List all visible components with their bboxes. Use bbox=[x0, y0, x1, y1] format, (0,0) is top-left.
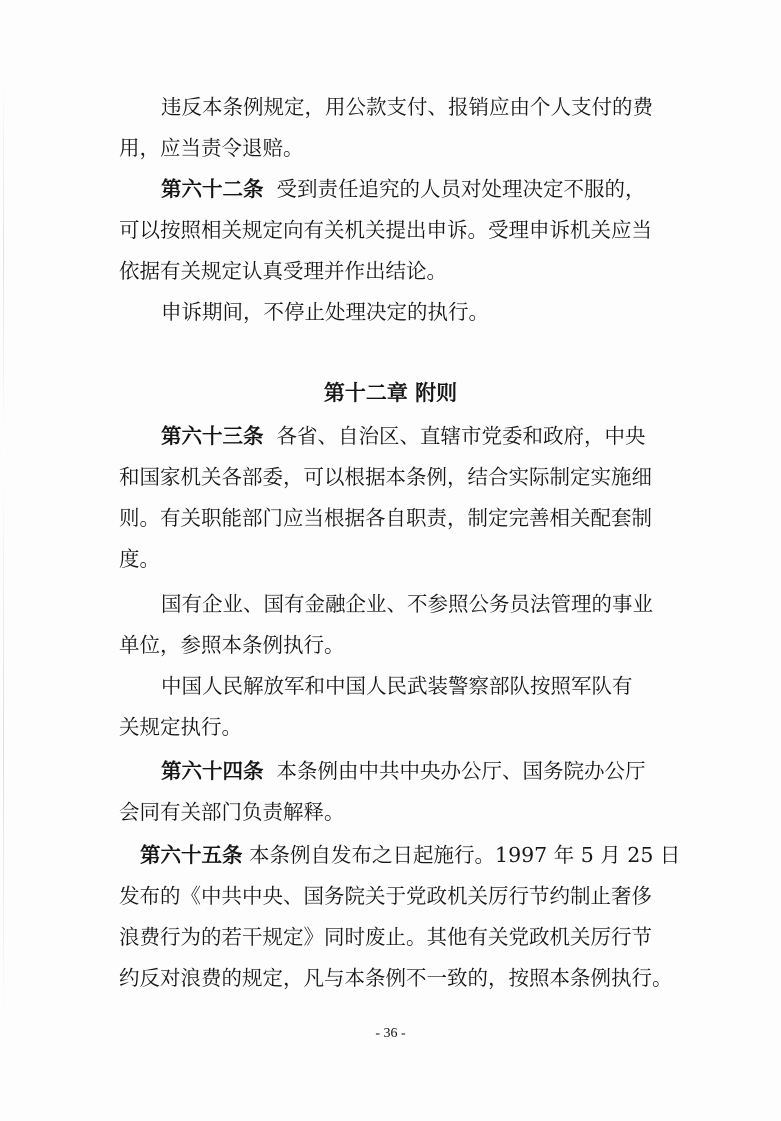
paragraph-line: 国有企业、国有金融企业、不参照公务员法管理的事业 bbox=[161, 592, 653, 616]
page-number: - 36 - bbox=[375, 1026, 406, 1041]
article-label: 第六十五条 bbox=[140, 843, 243, 867]
paragraph-line: 违反本条例规定，用公款支付、报销应由个人支付的费 bbox=[161, 95, 653, 119]
paragraph-line: 申诉期间，不停止处理决定的执行。 bbox=[161, 300, 489, 324]
article-62-line: 第六十二条 受到责任追究的人员对处理决定不服的， bbox=[161, 177, 646, 201]
article-65-line: 第六十五条 本条例自发布之日起施行。1997 年 5 月 25 日 bbox=[140, 843, 681, 867]
article-64-line: 第六十四条 本条例由中共中央办公厅、国务院办公厅 bbox=[161, 759, 646, 783]
article-63-line: 第六十三条 各省、自治区、直辖市党委和政府，中央 bbox=[161, 424, 646, 448]
paragraph-line: 约反对浪费的规定，凡与本条例不一致的，按照本条例执行。 bbox=[119, 966, 673, 990]
paragraph-line: 发布的《中共中央、国务院关于党政机关厉行节约制止奢侈 bbox=[119, 884, 652, 908]
paragraph-line: 关规定执行。 bbox=[119, 715, 242, 739]
paragraph-line: 依据有关规定认真受理并作出结论。 bbox=[119, 259, 447, 283]
paragraph-line: 中国人民解放军和中国人民武装警察部队按照军队有 bbox=[161, 674, 633, 698]
paragraph-line: 浪费行为的若干规定》同时废止。其他有关党政机关厉行节 bbox=[119, 925, 652, 949]
paragraph-line: 则。有关职能部门应当根据各自职责，制定完善相关配套制 bbox=[119, 506, 652, 530]
chapter-heading: 第十二章 附则 bbox=[323, 380, 458, 405]
paragraph-line: 单位，参照本条例执行。 bbox=[119, 633, 345, 657]
paragraph-line: 可以按照相关规定向有关机关提出申诉。受理申诉机关应当 bbox=[119, 218, 652, 242]
article-label: 第六十三条 bbox=[161, 424, 264, 448]
paragraph-line: 用，应当责令退赔。 bbox=[119, 136, 304, 160]
paragraph-line: 度。 bbox=[119, 547, 160, 571]
article-label: 第六十四条 bbox=[161, 759, 264, 783]
article-label: 第六十二条 bbox=[161, 177, 264, 201]
paragraph-line: 会同有关部门负责解释。 bbox=[119, 800, 345, 824]
paragraph-line: 和国家机关各部委，可以根据本条例，结合实际制定实施细 bbox=[119, 465, 652, 489]
scan-edge-shadow bbox=[3, 60, 4, 1040]
